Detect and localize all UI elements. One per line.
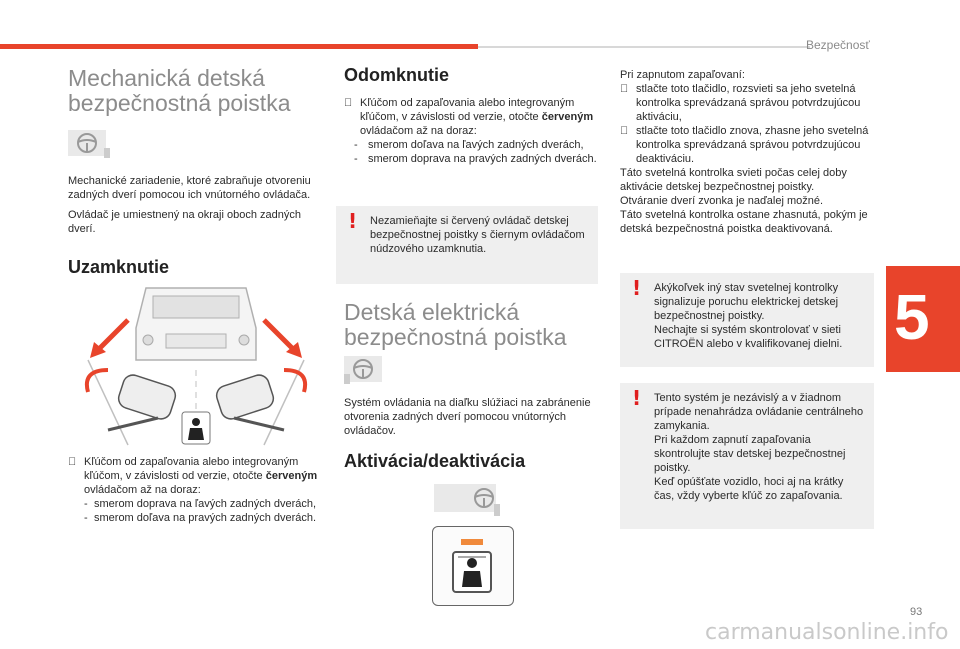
page-number: 93 xyxy=(910,606,923,618)
bullet-marker-icon xyxy=(620,82,628,96)
mechanical-lock-desc: Mechanické zariadenie, ktoré zabraňuje otvoreniu zadných dverí pomocou ich vnútorného ovládača. xyxy=(68,175,311,201)
column-3 xyxy=(620,68,878,236)
lock-sub-item: - smerom doľava na pravých zadných dverách. xyxy=(84,512,317,524)
warning-box-malfunction: ! Akýkoľvek iný stav svetelnej kontrolky signalizuje poruchu elektrickej detskej bezpečnostnej poistky. Nechajte si systém skontrolovať v sieti CITROËN alebo v kvalifikovanej dielni. xyxy=(620,273,874,367)
header-rule xyxy=(478,46,810,48)
bullet-marker-icon xyxy=(344,96,352,110)
unlock-title: Odomknutie xyxy=(344,65,450,85)
lock-instructions xyxy=(68,455,324,525)
steering-wheel-icon xyxy=(344,356,388,386)
bullet-marker-icon xyxy=(68,455,76,469)
warning-icon: ! xyxy=(348,209,358,233)
lock-text-pre: Kľúčom od zapaľovania alebo integrovaným kľúčom, v závislosti od verzie, otočte xyxy=(84,456,299,482)
child-lock-icon xyxy=(452,551,492,593)
warning-icon: ! xyxy=(632,276,642,300)
unlock-sub-item: - smerom doprava na pravých zadných dverách. xyxy=(354,153,597,165)
ignition-intro: Pri zapnutom zapaľovaní: xyxy=(620,69,745,81)
activation-bullet: stlačte toto tlačidlo, rozsvieti sa jeho svetelná kontrolka sprevádzaná správou potvrdzujúcou aktiváciu, xyxy=(620,82,878,124)
mechanical-lock-title: Mechanická detská bezpečnostná poistka xyxy=(68,65,291,116)
lock-text-bold: červeným xyxy=(265,470,318,482)
watermark: carmanualsonline.info xyxy=(705,620,949,645)
unlock-sub-item: - smerom doľava na ľavých zadných dverách, xyxy=(354,139,584,151)
unlock-bullet: Kľúčom od zapaľovania alebo integrovaným kľúčom, v závislosti od verzie, otočte červeným ovládačom až na doraz: xyxy=(344,96,600,138)
electric-lock-title: Detská elektrická bezpečnostná poistka xyxy=(344,299,567,350)
lamp-on-info: Táto svetelná kontrolka svieti počas celej doby aktivácie detskej bezpečnostnej poistky. xyxy=(620,167,847,193)
activation-title: Aktivácia/deaktivácia xyxy=(344,451,526,471)
child-lock-illustration xyxy=(68,280,324,450)
indicator-lamp xyxy=(461,539,483,545)
column-1 xyxy=(68,65,323,277)
lamp-off-info: Táto svetelná kontrolka ostane zhasnutá, pokým je detská bezpečnostná poistka deaktivovaná. xyxy=(620,209,868,235)
deactivation-bullet: stlačte toto tlačidlo znova, zhasne jeho svetelná kontrolka sprevádzaná správou potvrdzujúcou deaktiváciu. xyxy=(620,124,878,166)
lock-sub-item: - smerom doprava na ľavých zadných dverách, xyxy=(84,498,317,510)
steering-wheel-icon xyxy=(68,130,112,160)
lock-title: Uzamknutie xyxy=(68,257,170,277)
header-accent-bar xyxy=(0,44,478,49)
chapter-number: 5 xyxy=(894,281,930,353)
child-lock-button[interactable] xyxy=(432,526,514,606)
outside-opening-info: Otváranie dverí zvonka je naďalej možné. xyxy=(620,195,824,207)
electric-lock-desc: Systém ovládania na diaľku slúžiaci na zabránenie otvorenia zadných dverí pomocou vnútorných ovládačov. xyxy=(344,397,591,437)
lock-text-post: ovládačom až na doraz: xyxy=(84,484,201,496)
chapter-tab xyxy=(886,266,960,372)
bullet-marker-icon xyxy=(620,124,628,138)
steering-wheel-icon xyxy=(434,484,504,518)
column-2 xyxy=(344,65,600,166)
warning-box-lock-confusion: ! Nezamieňajte si červený ovládač detskej bezpečnostnej poistky s čiernym ovládačom núdzového uzamknutia. xyxy=(336,206,598,284)
electric-lock-section xyxy=(344,299,600,471)
mechanical-lock-location: Ovládač je umiestnený na okraji oboch zadných dverí. xyxy=(68,209,301,235)
warning-icon: ! xyxy=(632,386,642,410)
warning-box-independent-system: ! Tento systém je nezávislý a v žiadnom prípade nenahrádza ovládanie centrálneho zamykania. Pri každom zapnutí zapaľovania skontrolujte stav detskej bezpečnostnej poistky. Keď opúšťate vozidlo, hoci aj na krátky čas, vždy vyberte kľúč zo zapaľovania. xyxy=(620,383,874,529)
lock-bullet xyxy=(68,455,324,497)
section-label: Bezpečnosť xyxy=(806,38,870,52)
